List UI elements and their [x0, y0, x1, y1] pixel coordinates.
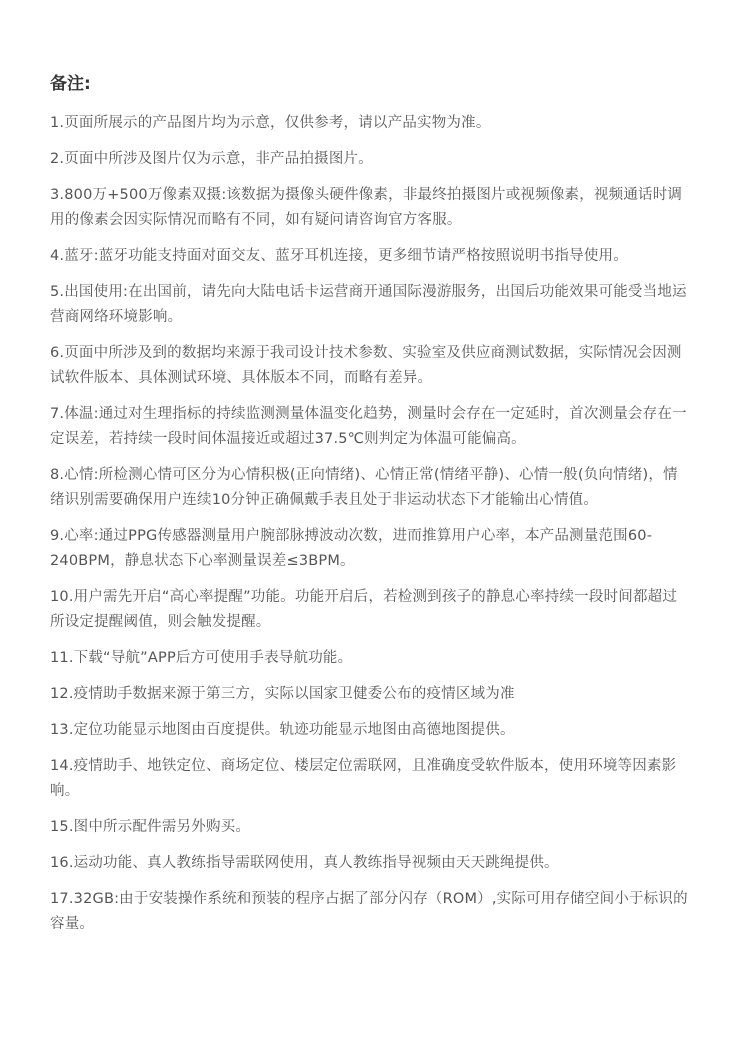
note-item: 7.体温:通过对生理指标的持续监测测量体温变化趋势，测量时会存在一定延时，首次测量会存在一定误差，若持续一段时间体温接近或超过37.5℃则判定为体温可能偏高。: [50, 406, 687, 447]
note-item: 8.心情:所检测心情可区分为心情积极(正向情绪)、心情正常(情绪平静)、心情一般(负向情绪)，情绪识别需要确保用户连续10分钟正确佩戴手表且处于非运动状态下才能输出心情值。: [50, 467, 678, 508]
note-item: 12.疫情助手数据来源于第三方，实际以国家卫健委公布的疫情区域为准: [50, 686, 515, 702]
notes-list: [50, 111, 690, 937]
note-item: 9.心率:通过PPG传感器测量用户腕部脉搏波动次数，进而推算用户心率，本产品测量范围60-240BPM，静息状态下心率测量误差≤3BPM。: [50, 528, 653, 569]
note-item: 1.页面所展示的产品图片均为示意，仅供参考，请以产品实物为准。: [50, 115, 491, 131]
note-item: 6.页面中所涉及到的数据均来源于我司设计技术参数、实验室及供应商测试数据，实际情况会因测试软件版本、具体测试环境、具体版本不同，而略有差异。: [50, 345, 682, 386]
note-item: 16.运动功能、真人教练指导需联网使用，真人教练指导视频由天天跳绳提供。: [50, 855, 559, 871]
note-item: 5.出国使用:在出国前，请先向大陆电话卡运营商开通国际漫游服务，出国后功能效果可能受当地运营商网络环境影响。: [50, 284, 687, 325]
note-item: 14.疫情助手、地铁定位、商场定位、楼层定位需联网，且准确度受软件版本，使用环境等因素影响。: [50, 758, 677, 799]
note-item: 4.蓝牙:蓝牙功能支持面对面交友、蓝牙耳机连接，更多细节请严格按照说明书指导使用。: [50, 248, 628, 264]
notes-title: 备注:: [50, 74, 91, 94]
note-item: 15.图中所示配件需另外购买。: [50, 819, 251, 835]
note-item: 11.下载“导航”APP后方可使用手表导航功能。: [50, 650, 353, 666]
note-item: 2.页面中所涉及图片仅为示意，非产品拍摄图片。: [50, 151, 373, 167]
note-item: 10.用户需先开启“高心率提醒”功能。功能开启后，若检测到孩子的静息心率持续一段时间都超过所设定提醒阈值，则会触发提醒。: [50, 589, 678, 630]
note-item: 17.32GB:由于安装操作系统和预装的程序占据了部分闪存（ROM）,实际可用存储空间小于标识的容量。: [50, 891, 688, 932]
note-item: 13.定位功能显示地图由百度提供。轨迹功能显示地图由高德地图提供。: [50, 722, 515, 738]
note-item: 3.800万+500万像素双摄:该数据为摄像头硬件像素，非最终拍摄图片或视频像素，视频通话时调用的像素会因实际情况而略有不同，如有疑问请咨询官方客服。: [50, 187, 683, 228]
